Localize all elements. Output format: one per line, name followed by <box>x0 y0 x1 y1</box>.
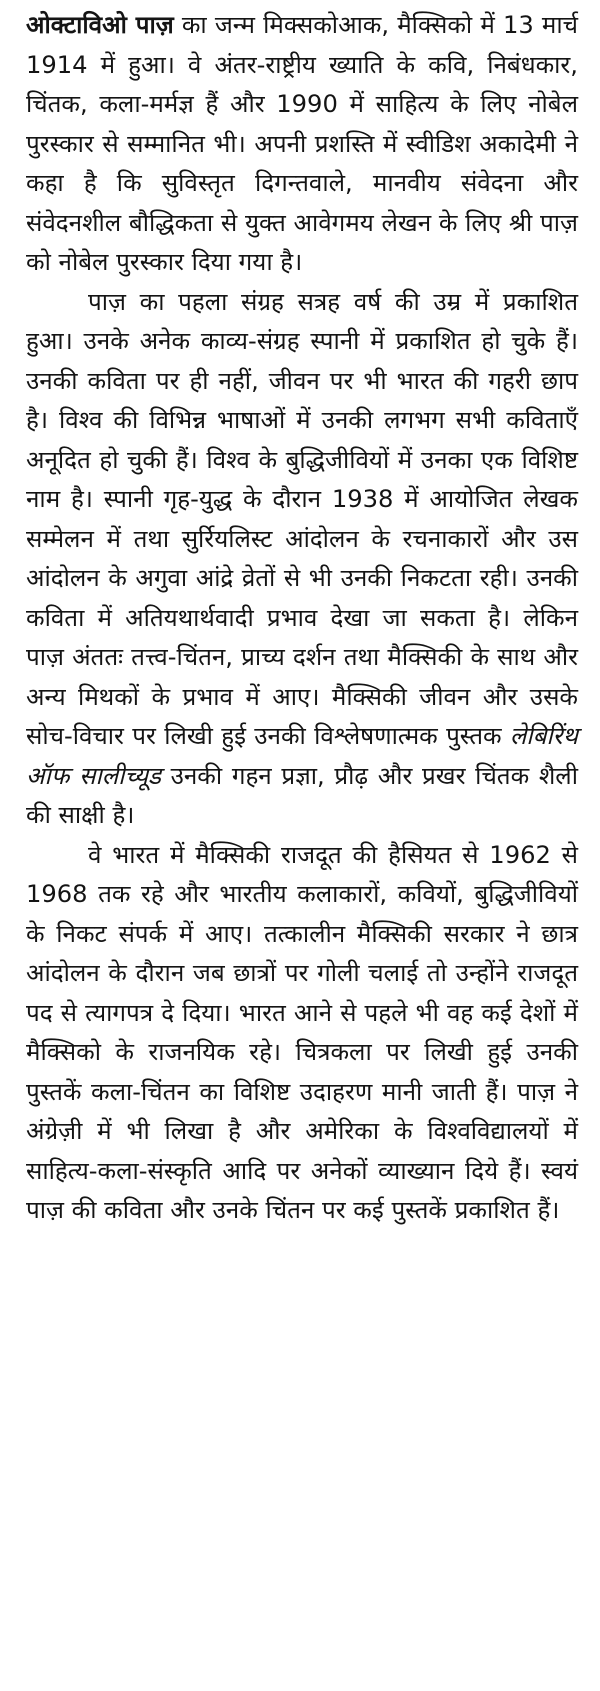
paragraph-india <box>26 836 578 1231</box>
author-name: ओक्टाविओ पाज़ <box>26 11 174 39</box>
book-title: लेबिरिंथ ऑफ सालीच्यूड <box>26 722 578 790</box>
author-bio-article <box>26 6 578 1231</box>
india-text: वे भारत में मैक्सिकी राजदूत की हैसियत से 1962 से 1968 तक रहे और भारतीय कलाकारों, कवियों, बुद्धिजीवियों के निकट संपर्क में आए। तत्कालीन मैक्सिकी सरकार ने छात्र आंदोलन के दौरान जब छात्रों पर गोली चलाई तो उन्होंने राजदूत पद से त्यागपत्र दे दिया। भारत आने से पहले भी वह कई देशों में मैक्सिको के राजनयिक रहे। चित्रकला पर लिखी हुई उनकी पुस्तकें कला-चिंतन का विशिष्ट उदाहरण मानी जाती हैं। पाज़ ने अंग्रेज़ी में भी लिखा है और अमेरिका के विश्वविद्यालयों में साहित्य-कला-संस्कृति आदि पर अनेकों व्याख्यान दिये हैं। स्वयं पाज़ की कविता और उनके चिंतन पर कई पुस्तकें प्रकाशित हैं। <box>26 840 578 1224</box>
paragraph-works <box>26 283 578 836</box>
intro-text: का जन्म मिक्सकोआक, मैक्सिको में 13 मार्च 1914 में हुआ। वे अंतर-राष्ट्रीय ख्याति के कवि, निबंधकार, चिंतक, कला-मर्मज्ञ हैं और 1990 में साहित्य के लिए नोबेल पुरस्कार से सम्मानित भी। अपनी प्रशस्ति में स्वीडिश अकादेमी ने कहा है कि सुविस्तृत दिगन्तवाले, मानवीय संवेदना और संवेदनशील बौद्धिकता से युक्त आवेगमय लेखन के लिए श्री पाज़ को नोबेल पुरस्कार दिया गया है। <box>26 11 578 276</box>
works-text-before: पाज़ का पहला संग्रह सत्रह वर्ष की उम्र में प्रकाशित हुआ। उनके अनेक काव्य-संग्रह स्पानी में प्रकाशित हो चुके हैं। उनकी कविता पर ही नहीं, जीवन पर भी भारत की गहरी छाप है। विश्व की विभिन्न भाषाओं में उनकी लगभग सभी कविताएँ अनूदित हो चुकी हैं। विश्व के बुद्धिजीवियों में उनका एक विशिष्ट नाम है। स्पानी गृह-युद्ध के दौरान 1938 में आयोजित लेखक सम्मेलन में तथा सुर्रियलिस्ट आंदोलन के रचनाकारों और उस आंदोलन के अगुवा आंद्रे व्रेतों से भी उनकी निकटता रही। उनकी कविता में अतियथार्थवादी प्रभाव देखा जा सकता है। लेकिन पाज़ अंततः तत्त्व-चिंतन, प्राच्य दर्शन तथा मैक्सिकी के साथ और अन्य मिथकों के प्रभाव में आए। मैक्सिकी जीवन और उसके सोच-विचार पर लिखी हुई उनकी विश्लेषणात्मक पुस्तक <box>26 287 578 750</box>
paragraph-intro <box>26 6 578 283</box>
works-text-after: उनकी गहन प्रज्ञा, प्रौढ़ और प्रखर चिंतक शैली की साक्षी है। <box>26 761 578 829</box>
